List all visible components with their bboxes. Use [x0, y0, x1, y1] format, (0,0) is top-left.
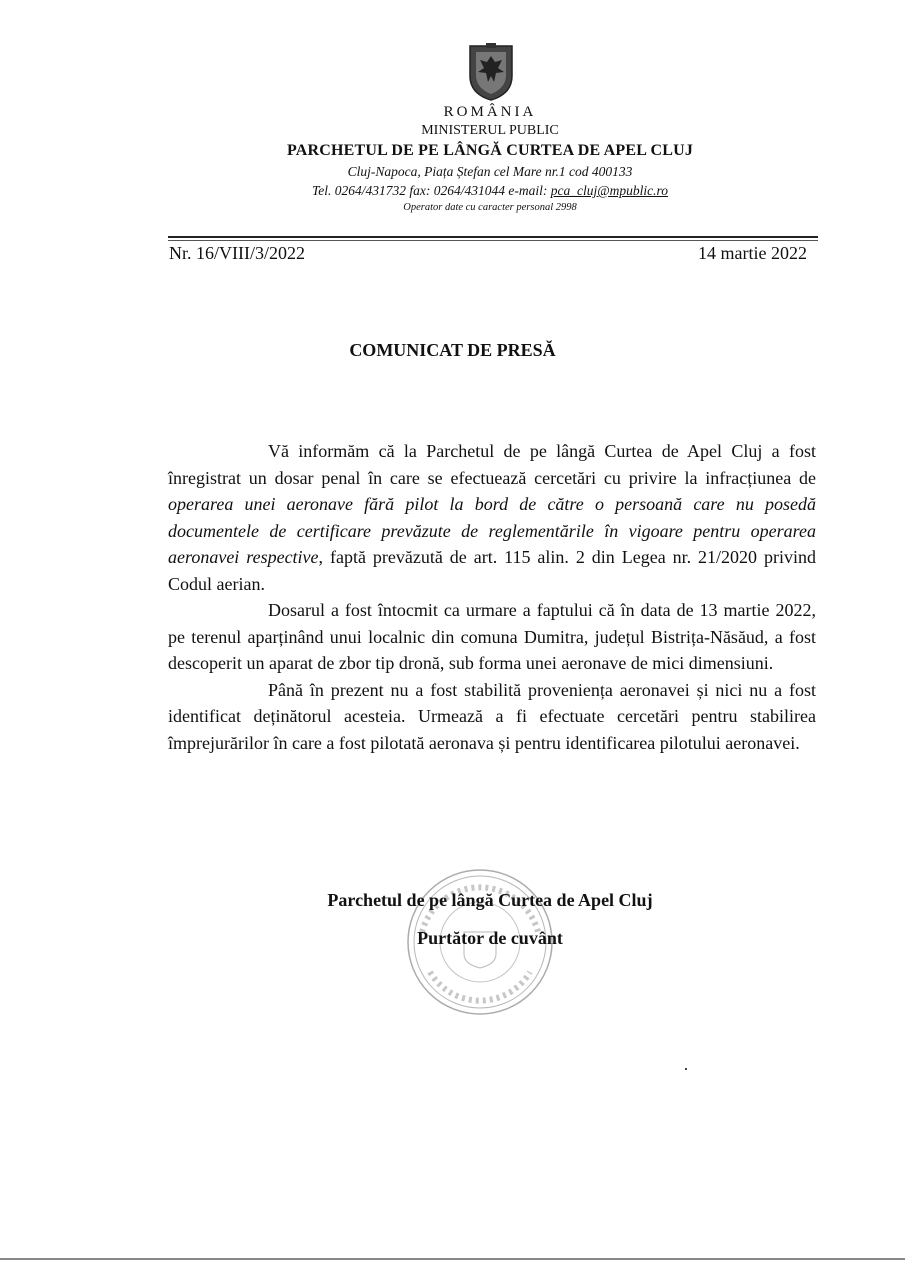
offense-description: operarea unei aeronave fără pilot la bord de către o persoană care nu posedă documentele de certificare prevăzute de reglementările în vigoare pentru operarea aeronavei respective [168, 494, 816, 567]
signature-institution: Parchetul de pe lângă Curtea de Apel Cluj [327, 890, 653, 910]
email-link[interactable]: pca_cluj@mpublic.ro [550, 183, 669, 198]
paragraph-1-intro: Vă informăm că la Parchetul de pe lângă Curtea de Apel Cluj a fost înregistrat un dosar penal în care se efectuează cercetări cu privire la infracțiunea de [168, 441, 816, 488]
phone-number: 0264/431732 [334, 183, 406, 198]
document-title: COMUNICAT DE PRESĂ [349, 340, 556, 360]
institution-address: Cluj-Napoca, Piața Ștefan cel Mare nr.1 cod 400133 [347, 164, 633, 179]
stray-mark [685, 1068, 687, 1070]
paragraph-1 [168, 438, 816, 597]
paragraph-3: Până în prezent nu a fost stabilită proveniența aeronavei și nici nu a fost identificat deținătorul acesteia. Urmează a fi efectuate cercetări pentru stabilirea împrejurărilor în care a fost pilotată aeronava și pentru identificarea pilotului aeronavei. [168, 679, 816, 753]
fax-number: 0264/431044 [433, 183, 506, 198]
paragraph-1-end: , faptă prevăzută de art. 115 alin. 2 din Legea nr. 21/2020 privind Codul aerian. [168, 547, 816, 594]
ministry-name: MINISTERUL PUBLIC [421, 123, 559, 138]
bottom-border [0, 1258, 905, 1260]
document-date: 14 martie 2022 [698, 243, 807, 263]
data-operator-note: Operator date cu caracter personal 2998 [403, 202, 577, 213]
phone-label: Tel. [311, 183, 332, 198]
fax-label: fax: [409, 183, 431, 198]
press-release-body [168, 438, 816, 756]
contact-line [200, 183, 780, 199]
institution-name: PARCHETUL DE PE LÂNGĂ CURTEA DE APEL CLUJ [286, 142, 694, 159]
coat-of-arms-icon [464, 42, 518, 102]
country-name: ROMÂNIA [443, 104, 537, 120]
paragraph-2: Dosarul a fost întocmit ca urmare a faptului că în data de 13 martie 2022, pe terenul aparținând unui localnic din comuna Dumitra, județul Bistrița-Năsăud, a fost descoperit un aparat de zbor tip dronă, sub forma unei aeronave de mici dimensiuni. [168, 600, 816, 673]
header-divider [168, 236, 818, 238]
document-number: Nr. 16/VIII/3/2022 [169, 243, 305, 263]
email-label: e-mail: [508, 183, 548, 198]
header-divider-thin [168, 240, 818, 241]
signature-role: Purtător de cuvânt [417, 928, 563, 948]
